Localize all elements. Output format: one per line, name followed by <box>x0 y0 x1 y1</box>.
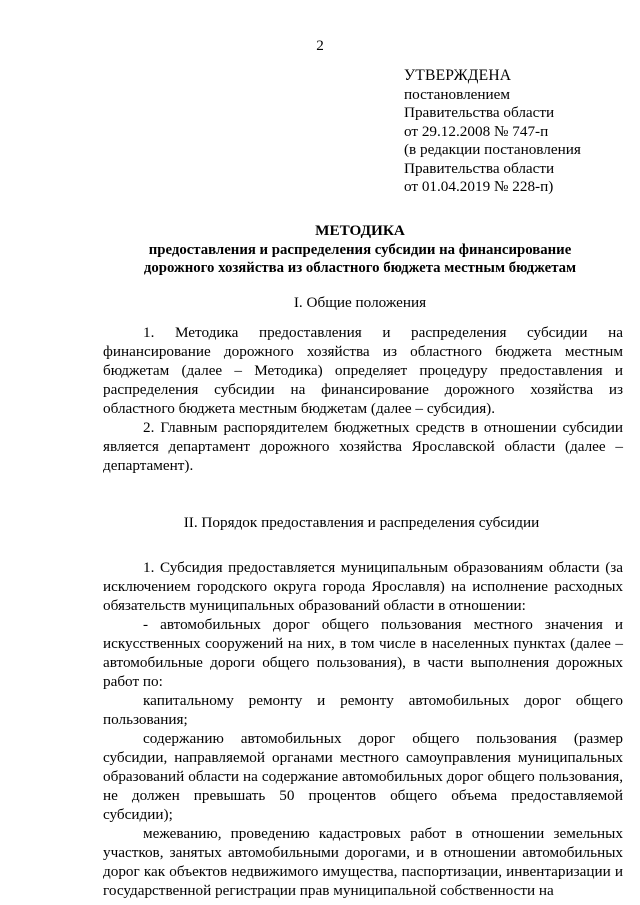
paragraph: 1. Субсидия предоставляется муниципальным образованиям области (за исключением городского округа города Ярославля) на исполнение расходных обязательств муниципальных образований области в отношении: <box>103 559 623 614</box>
approval-stamp <box>404 67 624 197</box>
approval-line: постановлением <box>404 85 511 103</box>
list-item: - автомобильных дорог общего пользования местного значения и искусственных сооружений на них, в том числе в населенных пунктах (далее – автомобильные дороги общего пользования), в части выполнения дорожных работ по: <box>103 616 623 690</box>
list-item: межеванию, проведению кадастровых работ в отношении земельных участков, занятых автомобильными дорогами, и в отношении автомобильных дорог как объектов недвижимого имущества, паспортизации, инвентаризации и государственной регистрации прав муниципальной собственности на <box>103 825 623 899</box>
approval-heading: УТВЕРЖДЕНА <box>404 67 512 84</box>
document-title <box>100 222 620 278</box>
approval-line: от 01.04.2019 № 228-п) <box>404 178 554 195</box>
section-heading-general: I. Общие положения <box>293 294 427 311</box>
approval-line: Правительства области <box>404 104 555 121</box>
approval-line: Правительства области <box>404 159 555 177</box>
approval-line: (в редакции постановления <box>404 141 581 158</box>
page-number: 2 <box>316 37 324 54</box>
approval-line: от 29.12.2008 № 747-п <box>404 122 549 140</box>
title-subtitle-line: предоставления и распределения субсидии на финансирование <box>148 241 572 258</box>
title-subtitle-line: дорожного хозяйства из областного бюджета местным бюджетам <box>143 260 577 276</box>
section-heading-procedure: II. Порядок предоставления и распределения субсидии <box>183 514 540 531</box>
paragraph: 1. Методика предоставления и распределения субсидии на финансирование дорожного хозяйства из областного бюджета местным бюджетам (далее – Методика) определяет процедуру предоставления и распределения субсидии на финансирование дорожного хозяйства из областного бюджета местным бюджетам (далее – субсидия). <box>103 324 623 417</box>
list-item: содержанию автомобильных дорог общего пользования (размер субсидии, направляемой органами местного самоуправления муниципальных образований области на содержание автомобильных дорог общего пользования, не должен превышать 50 процентов общего объема предоставляемой субсидии); <box>103 730 623 823</box>
document-body <box>103 323 623 900</box>
paragraph: 2. Главным распорядителем бюджетных средств в отношении субсидии является департамент дорожного хозяйства Ярославской области (далее – департамент). <box>103 419 623 474</box>
title-main: МЕТОДИКА <box>315 222 405 239</box>
list-item: капитальному ремонту и ремонту автомобильных дорог общего пользования; <box>103 692 623 728</box>
